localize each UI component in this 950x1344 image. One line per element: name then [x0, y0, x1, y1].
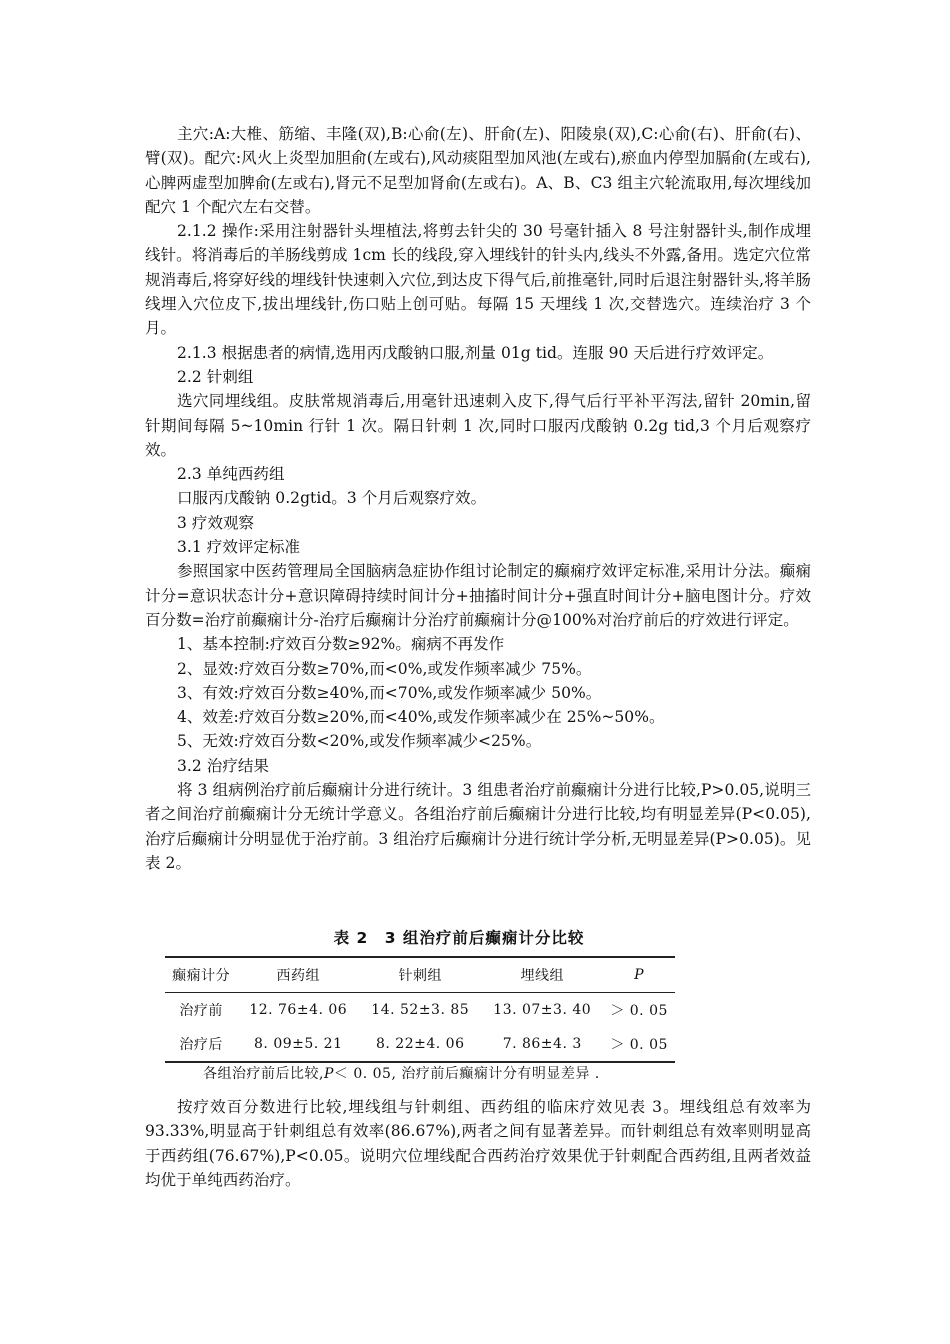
paragraph-efficacy-comparison: 按疗效百分数进行比较,埋线组与针刺组、西药组的临床疗效见表 3。埋线组总有效率为 93.33%,明显高于针刺组总有效率(86.67%),两者之间有显著差异。而针刺组总有效率则明显高于西药组(76.67%),P<0.05。说明穴位埋线配合西药治疗效果优于针刺配合西药组,且两者效益均优于单纯西药治疗。 [145, 1098, 811, 1189]
header-catgut-embedding: 埋线组 [481, 957, 603, 993]
heading-acupuncture-group: 2.2 针刺组 [177, 367, 254, 386]
heading-efficacy-criteria: 3.1 疗效评定标准 [177, 538, 301, 557]
table-cell: 8. 09±5. 21 [237, 1027, 359, 1062]
table-cell: ＞ 0. 05 [603, 1027, 675, 1062]
criteria-item-2: 2、显效:疗效百分数≥70%,而<0%,或发作频率减少 75%。 [177, 659, 592, 678]
paragraph-operation: 2.1.2 操作:采用注射器针头埋植法,将剪去针尖的 30 号毫针插入 8 号注射器针头,制作成埋线针。将消毒后的羊肠线剪成 1cm 长的线段,穿入埋线针的针头内,线头不外露,备用。选定穴位常规消毒后,将穿好线的埋线针快速刺入穴位,到达皮下得气后,前推毫针,同时后退注射器针头,将羊肠线埋入穴位皮下,拔出埋线针,伤口贴上创可贴。每隔 15 天埋线 1 次,交替选穴。连续治疗 3 个月。 [145, 222, 811, 338]
paragraph-results: 将 3 组病例治疗前后癫痫计分进行统计。3 组患者治疗前癫痫计分进行比较,P>0.05,说明三者之间治疗前癫痫计分无统计学意义。各组治疗前后癫痫计分进行比较,均有明显差异(P<0.05),治疗后癫痫计分明显优于治疗前。3 组治疗后癫痫计分进行统计学分析,无明显差异(P>0.05)。见表 2。 [145, 781, 811, 872]
table-note-text: ＜ 0. 05, 治疗前后癫痫计分有明显差异 . [333, 1066, 600, 1082]
table-cell: 14. 52±3. 85 [371, 1002, 470, 1018]
paragraph-criteria-method: 参照国家中医药管理局全国脑病急症协作组讨论制定的癫痫疗效评定标准,采用计分法。癫痫计分=意识状态计分+意识障碍持续时间计分+抽搐时间计分+强直时间计分+脑电图计分。疗效百分数=治疗前癫痫计分-治疗后癫痫计分治疗前癫痫计分@100%对治疗前后的疗效进行评定。 [145, 562, 811, 629]
heading-efficacy-observation: 3 疗效观察 [177, 513, 255, 532]
criteria-item-1: 1、基本控制:疗效百分数≥92%。痫病不再发作 [177, 635, 505, 654]
paragraph-acupoints: 主穴:A:大椎、筋缩、丰隆(双),B:心俞(左)、肝俞(左)、阳陵泉(双),C:心俞(右)、肝俞(右)、臂(双)。配穴:风火上炎型加胆俞(左或右),风动痰阻型加风池(左或右),瘀血内停型加膈俞(左或右),心脾两虚型加脾俞(左或右),肾元不足型加肾俞(左或右)。A、B、C3 组主穴轮流取用,每次埋线加配穴 1 个配穴左右交替。 [145, 125, 811, 216]
criteria-item-3: 3、有效:疗效百分数≥40%,而<70%,或发作频率减少 50%。 [177, 683, 602, 702]
criteria-item-4: 4、效差:疗效百分数≥20%,而<40%,或发作频率减少在 25%~50%。 [177, 708, 665, 727]
header-western-drug: 西药组 [237, 957, 359, 993]
paragraph-medication: 2.1.3 根据患者的病情,选用丙戊酸钠口服,剂量 01g tid。连服 90 天后进行疗效评定。 [177, 343, 774, 362]
heading-western-drug-group: 2.3 单纯西药组 [177, 465, 285, 484]
table-note-text: 各组治疗前后比较, [203, 1066, 324, 1082]
table-note-p: P [323, 1066, 334, 1082]
header-acupuncture: 针刺组 [359, 957, 481, 993]
table-2 [145, 925, 811, 1082]
header-score: 癫痫计分 [165, 957, 237, 993]
table-cell: 7. 86±4. 3 [481, 1027, 603, 1062]
row-label: 治疗前 [179, 1003, 223, 1019]
table-cell: ＞ 0. 05 [610, 1003, 668, 1019]
header-p: P [603, 957, 675, 993]
document-body [145, 122, 811, 875]
row-label: 治疗后 [165, 1027, 237, 1062]
table-header-row [165, 957, 675, 993]
heading-treatment-results: 3.2 治疗结果 [177, 756, 269, 775]
table-note [203, 1063, 600, 1083]
table-row [165, 993, 675, 1028]
criteria-item-5: 5、无效:疗效百分数<20%,或发作频率减少<25%。 [177, 732, 542, 751]
paragraph-acupuncture-method: 选穴同埋线组。皮肤常规消毒后,用毫针迅速刺入皮下,得气后行平补平泻法,留针 20min,留针期间每隔 5~10min 行针 1 次。隔日针刺 1 次,同时口服丙戊酸钠 0.2g tid,3 个月后观察疗效。 [145, 392, 811, 459]
table-cell: 12. 76±4. 06 [249, 1002, 348, 1018]
table-cell: 13. 07±3. 40 [493, 1002, 592, 1018]
table-caption: 表 2 3 组治疗前后癫痫计分比较 [333, 929, 585, 947]
table-row [165, 1027, 675, 1062]
table-cell: 8. 22±4. 06 [359, 1027, 481, 1062]
document-body-after-table [145, 1095, 811, 1192]
paragraph-western-drug: 口服丙戊酸钠 0.2gtid。3 个月后观察疗效。 [177, 489, 487, 508]
score-comparison-table [165, 956, 675, 1063]
